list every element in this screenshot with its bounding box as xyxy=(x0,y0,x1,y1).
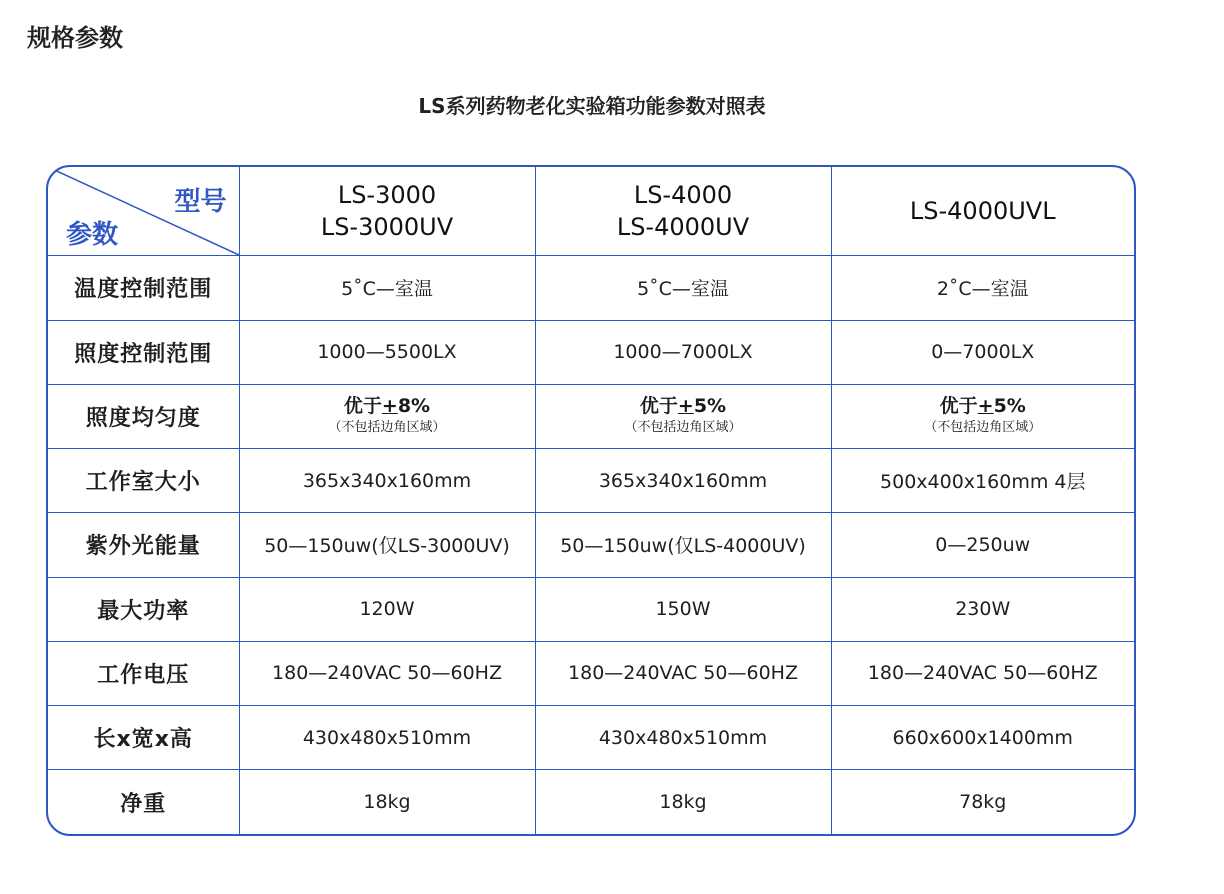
table-row xyxy=(48,256,1134,320)
uniformity-note: （不包括边角区域） xyxy=(624,420,742,436)
param-label: 最大功率 xyxy=(48,577,239,641)
uniformity-number: 5% xyxy=(993,395,1026,418)
value-cell: 2˚C—室温 xyxy=(831,256,1134,320)
uniformity-prefix: 优于 xyxy=(343,395,382,418)
param-label: 照度均匀度 xyxy=(48,384,239,448)
param-label: 长x宽x高 xyxy=(48,705,239,769)
value-cell: 1000—7000LX xyxy=(535,320,831,384)
value-cell: 78kg xyxy=(831,770,1134,834)
model-header xyxy=(831,167,1134,256)
table-row xyxy=(48,705,1134,769)
uniformity-note: （不包括边角区域） xyxy=(328,420,446,436)
uniformity-number: 8% xyxy=(397,395,431,418)
corner-cell xyxy=(48,167,239,256)
value-cell xyxy=(535,384,831,448)
value-cell: 430x480x510mm xyxy=(535,705,831,769)
value-cell: 50—150uw(仅LS-4000UV) xyxy=(535,513,831,577)
model-header xyxy=(239,167,535,256)
value-cell: 180—240VAC 50—60HZ xyxy=(535,641,831,705)
param-label: 工作室大小 xyxy=(48,449,239,513)
value-cell: 660x600x1400mm xyxy=(831,705,1134,769)
uniformity-value xyxy=(536,394,831,418)
uniformity-number: 5% xyxy=(693,395,727,418)
value-cell xyxy=(239,384,535,448)
value-cell: 120W xyxy=(239,577,535,641)
uniformity-note: （不包括边角区域） xyxy=(924,420,1042,436)
table-row xyxy=(48,770,1134,834)
param-label: 紫外光能量 xyxy=(48,513,239,577)
value-cell: 50—150uw(仅LS-3000UV) xyxy=(239,513,535,577)
model-line: LS-4000UV xyxy=(616,213,750,242)
table-row xyxy=(48,449,1134,513)
value-cell: 430x480x510mm xyxy=(239,705,535,769)
value-cell: 5˚C—室温 xyxy=(239,256,535,320)
corner-param-label: 参数 xyxy=(66,220,119,251)
value-cell: 18kg xyxy=(239,770,535,834)
value-cell: 500x400x160mm 4层 xyxy=(831,449,1134,513)
table-row xyxy=(48,577,1134,641)
value-cell: 1000—5500LX xyxy=(239,320,535,384)
model-line: LS-4000UVL xyxy=(909,197,1056,226)
section-title: 规格参数 xyxy=(27,24,123,52)
table-title: LS系列药物老化实验箱功能参数对照表 xyxy=(418,94,766,118)
value-cell xyxy=(831,384,1134,448)
value-cell: 180—240VAC 50—60HZ xyxy=(831,641,1134,705)
param-label: 温度控制范围 xyxy=(48,256,239,320)
uniformity-value xyxy=(240,394,535,418)
value-cell: 150W xyxy=(535,577,831,641)
param-label: 照度控制范围 xyxy=(48,320,239,384)
table-row xyxy=(48,513,1134,577)
model-line: LS-3000UV xyxy=(320,213,454,242)
plus-minus-sign: + xyxy=(977,395,994,418)
value-cell: 5˚C—室温 xyxy=(535,256,831,320)
corner-model-label: 型号 xyxy=(174,187,227,218)
value-cell: 230W xyxy=(831,577,1134,641)
table-row xyxy=(48,320,1134,384)
value-cell: 0—250uw xyxy=(831,513,1134,577)
value-cell: 0—7000LX xyxy=(831,320,1134,384)
model-line: LS-3000 xyxy=(337,181,437,210)
table-row xyxy=(48,641,1134,705)
value-cell: 365x340x160mm xyxy=(535,449,831,513)
model-header xyxy=(535,167,831,256)
table-row xyxy=(48,384,1134,448)
value-cell: 18kg xyxy=(535,770,831,834)
value-cell: 365x340x160mm xyxy=(239,449,535,513)
param-label: 净重 xyxy=(48,770,239,834)
value-cell: 180—240VAC 50—60HZ xyxy=(239,641,535,705)
header-row xyxy=(48,167,1134,256)
plus-minus-sign: + xyxy=(677,395,694,418)
model-line: LS-4000 xyxy=(633,181,733,210)
uniformity-value xyxy=(832,394,1135,418)
uniformity-prefix: 优于 xyxy=(639,395,678,418)
plus-minus-sign: + xyxy=(381,395,398,418)
param-label: 工作电压 xyxy=(48,641,239,705)
uniformity-prefix: 优于 xyxy=(939,395,978,418)
spec-table xyxy=(46,165,1136,836)
